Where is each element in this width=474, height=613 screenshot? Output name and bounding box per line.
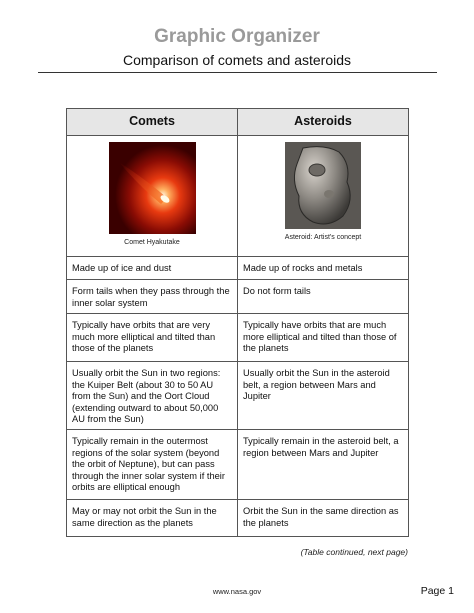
page-title: Graphic Organizer	[154, 26, 320, 47]
header-divider	[38, 72, 437, 73]
table-row	[67, 314, 409, 362]
comet-image-cell	[67, 136, 238, 257]
page-subtitle: Comparison of comets and asteroids	[123, 52, 351, 68]
table-row	[67, 430, 409, 500]
comet-image-caption: Comet Hyakutake	[124, 239, 180, 246]
comet-cell: Usually orbit the Sun in two regions: the Kuiper Belt (about 30 to 50 AU from the Sun) and the Oort Cloud (extending outward to about 50,000 AU from the Sun)	[67, 362, 238, 430]
comet-photo-icon	[109, 142, 196, 234]
table-row	[67, 280, 409, 314]
comet-cell: May or may not orbit the Sun in the same direction as the planets	[67, 500, 238, 537]
asteroid-cell: Typically remain in the asteroid belt, a region between Mars and Jupiter	[238, 430, 409, 500]
asteroid-illustration-icon	[285, 142, 361, 229]
asteroid-image-caption: Asteroid: Artist's concept	[284, 234, 362, 241]
page-number: Page 1	[420, 585, 454, 597]
column-header-asteroids: Asteroids	[238, 109, 409, 136]
comparison-table	[66, 108, 409, 537]
column-header-comets: Comets	[67, 109, 238, 136]
comet-cell: Form tails when they pass through the inner solar system	[67, 280, 238, 314]
comet-cell: Typically remain in the outermost regions of the solar system (beyond the orbit of Neptune), but can pass through the inner solar system if their orbits are elliptical enough	[67, 430, 238, 500]
table-row	[67, 500, 409, 537]
image-row	[67, 136, 409, 257]
asteroid-cell: Typically have orbits that are much more elliptical and tilted than those of the planets	[238, 314, 409, 362]
table-continued-note: (Table continued, next page)	[300, 547, 408, 557]
comet-cell: Made up of ice and dust	[67, 257, 238, 280]
comet-cell: Typically have orbits that are very much more elliptical and tilted than those of the planets	[67, 314, 238, 362]
asteroid-image-cell	[238, 136, 409, 257]
asteroid-cell: Made up of rocks and metals	[238, 257, 409, 280]
table-header-row	[67, 109, 409, 136]
asteroid-cell: Usually orbit the Sun in the asteroid belt, a region between Mars and Jupiter	[238, 362, 409, 430]
table-row	[67, 362, 409, 430]
asteroid-cell: Do not form tails	[238, 280, 409, 314]
table-row	[67, 257, 409, 280]
asteroid-cell: Orbit the Sun in the same direction as the planets	[238, 500, 409, 537]
footer-url: www.nasa.gov	[212, 587, 262, 596]
